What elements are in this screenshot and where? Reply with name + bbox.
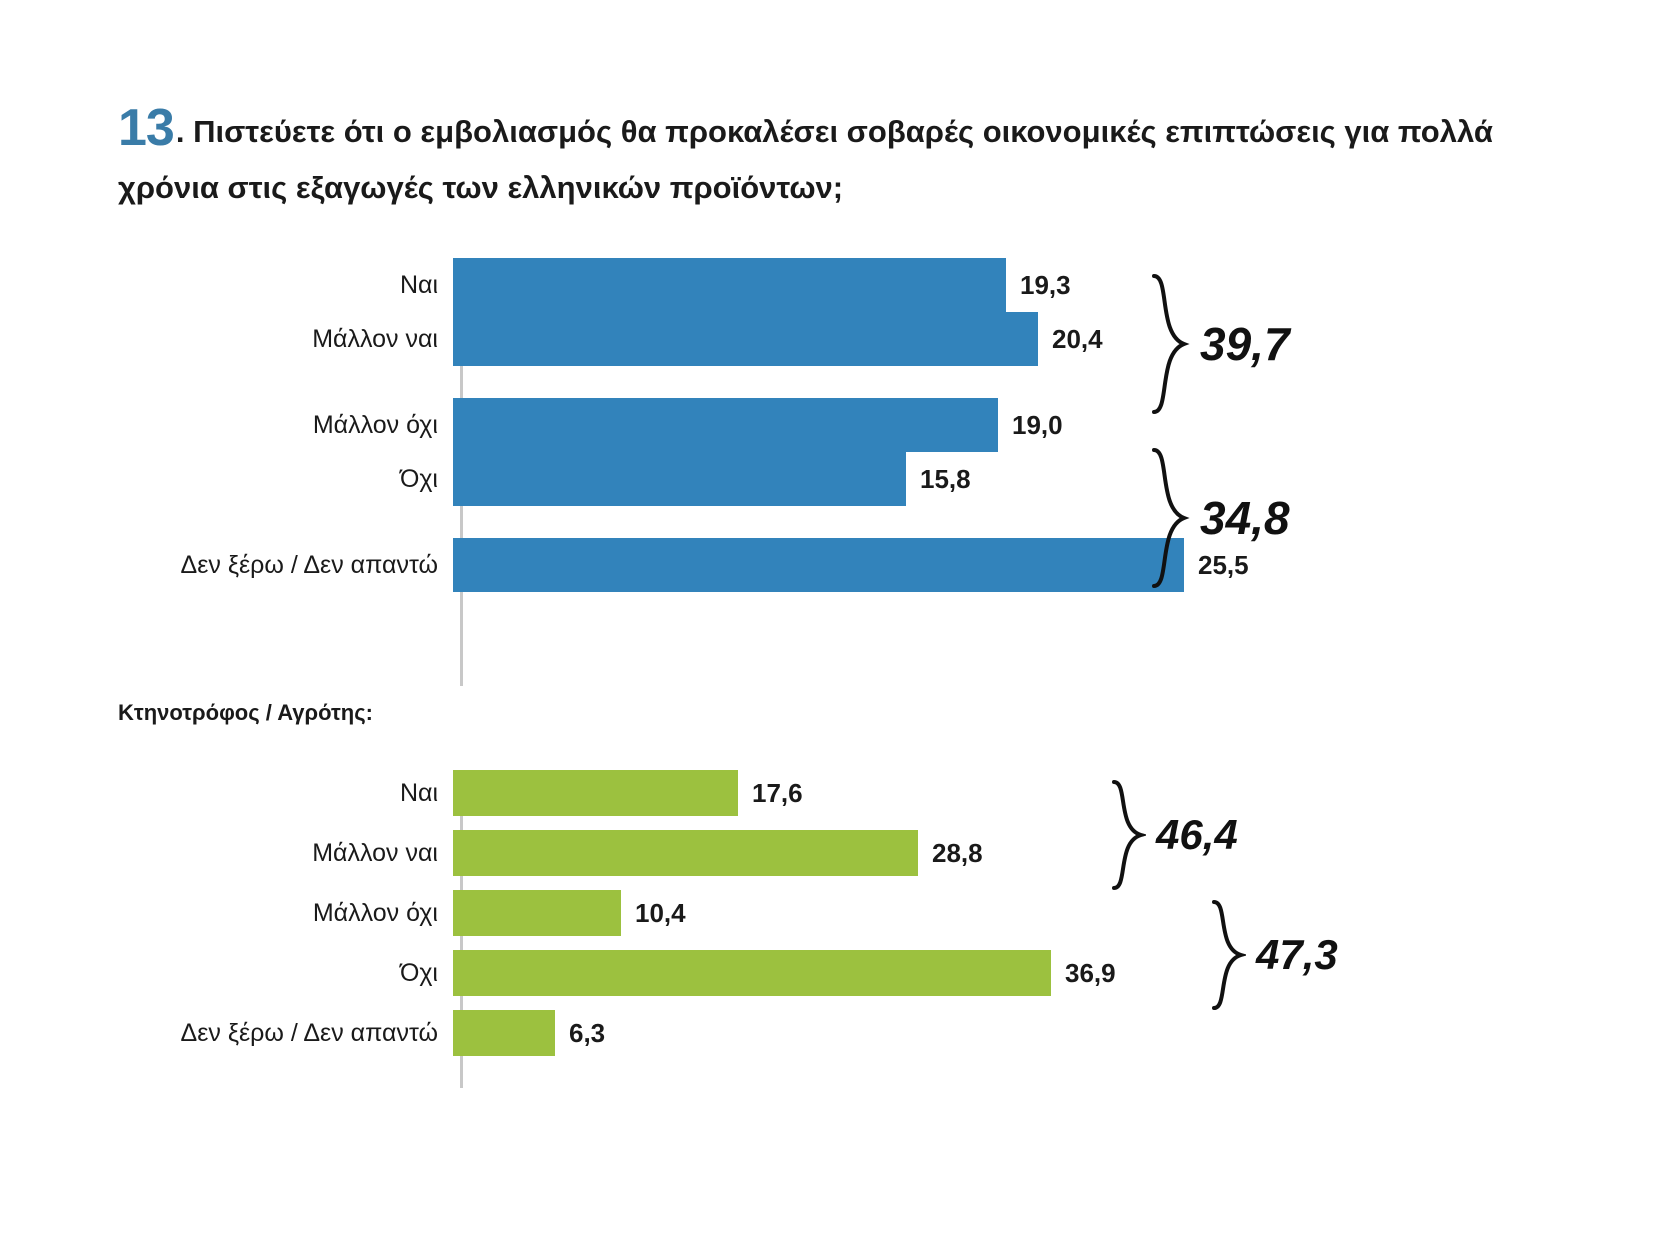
bar-value-label: 6,3: [569, 1017, 606, 1048]
bar-fill: [453, 890, 621, 936]
bar-row: [110, 452, 1530, 506]
bar-category-label: Ναι: [399, 270, 438, 299]
bar-category-label: Όχι: [399, 958, 438, 987]
bar-fill: [453, 452, 906, 506]
bar-category-label: Δεν ξέρω / Δεν απαντώ: [180, 1018, 438, 1047]
question-text: . Πιστεύετε ότι ο εμβολιασμός θα προκαλέσει σοβαρές οικονομικές επιπτώσεις για πολλά χρόνια στις εξαγωγές των ελληνικών προϊόντων;: [118, 114, 1493, 205]
group-total-label: 46,4: [1156, 811, 1238, 858]
bar-container: [453, 950, 1530, 996]
bar-category-label: Δεν ξέρω / Δεν απαντώ: [180, 550, 438, 579]
bar-value-label: 25,5: [1198, 549, 1249, 580]
bar-container: [453, 452, 1530, 506]
bar-container: [453, 258, 1530, 312]
chart-farmers-subgroup: [110, 770, 1530, 1090]
bar-container: [453, 1010, 1530, 1056]
bar-category-label: Μάλλον όχι: [312, 898, 438, 927]
subgroup-caption: Κτηνοτρόφος / Αγρότης:: [118, 700, 373, 725]
group-annotation-brace: [1150, 448, 1290, 588]
bar-fill: [453, 258, 1006, 312]
group-total-label: 47,3: [1256, 931, 1338, 978]
brace-icon: [1210, 900, 1246, 1010]
bar-rows: [110, 258, 1530, 592]
chart-total-sample: [110, 258, 1530, 688]
bar-fill: [453, 950, 1051, 996]
bar-row: [110, 830, 1530, 876]
bar-container: [453, 312, 1530, 366]
bar-container: [453, 890, 1530, 936]
bar-value-label: 19,3: [1020, 269, 1071, 300]
bar-value-label: 20,4: [1052, 323, 1103, 354]
bar-fill: [453, 1010, 555, 1056]
group-total-label: 34,8: [1200, 492, 1290, 544]
bar-container: [453, 770, 1530, 816]
bar-value-label: 36,9: [1065, 957, 1116, 988]
bar-container: [453, 830, 1530, 876]
bar-row: [110, 1010, 1530, 1056]
page-title: [118, 100, 1538, 216]
bar-row: [110, 398, 1530, 452]
group-annotation-brace: [1210, 900, 1338, 1010]
bar-category-label: Ναι: [399, 778, 438, 807]
bar-category-label: Μάλλον ναι: [312, 324, 438, 353]
bar-fill: [453, 830, 918, 876]
brace-icon: [1110, 780, 1146, 890]
group-annotation-brace: [1150, 274, 1290, 414]
bar-value-label: 19,0: [1012, 409, 1063, 440]
bar-row: [110, 770, 1530, 816]
group-total-label: 39,7: [1200, 318, 1290, 370]
bar-row: [110, 312, 1530, 366]
bar-fill: [453, 312, 1038, 366]
bar-value-label: 15,8: [920, 463, 971, 494]
bar-row: [110, 258, 1530, 312]
question-heading: [118, 100, 1538, 216]
group-annotation-brace: [1110, 780, 1238, 890]
bar-container: [453, 398, 1530, 452]
bar-category-label: Όχι: [399, 464, 438, 493]
brace-icon: [1150, 274, 1190, 414]
bar-fill: [453, 538, 1184, 592]
brace-icon: [1150, 448, 1190, 588]
bar-value-label: 10,4: [635, 897, 686, 928]
bar-category-label: Μάλλον όχι: [312, 410, 438, 439]
bar-container: [453, 538, 1530, 592]
bar-value-label: 17,6: [752, 777, 803, 808]
bar-fill: [453, 398, 998, 452]
bar-fill: [453, 770, 738, 816]
bar-category-label: Μάλλον ναι: [312, 838, 438, 867]
bar-value-label: 28,8: [932, 837, 983, 868]
question-number: 13: [118, 99, 174, 157]
bar-row: [110, 538, 1530, 592]
